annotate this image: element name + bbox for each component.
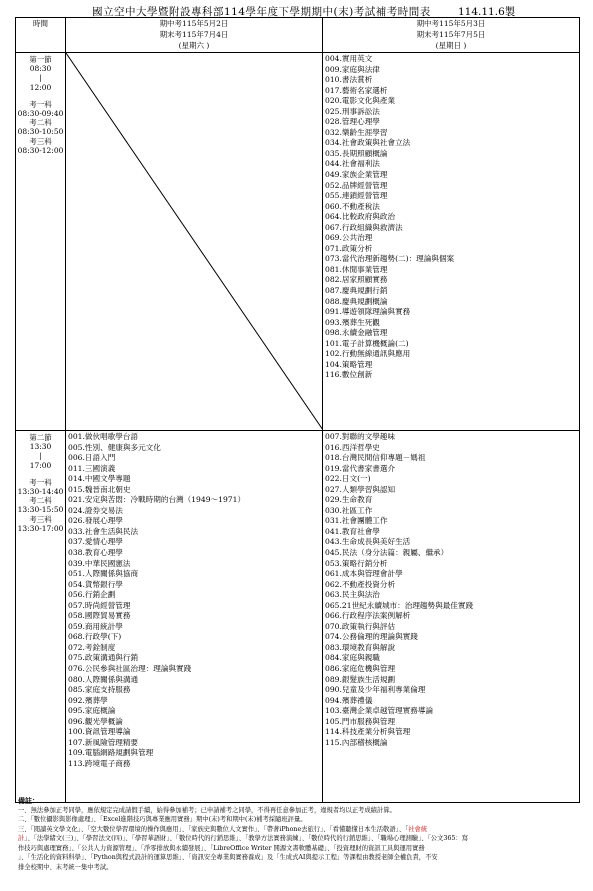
course-item: 011.三國演義 xyxy=(68,463,116,473)
course-item: 093.殯葬生死觀 xyxy=(325,317,380,327)
course-item: 102.行動無線通訊與應用 xyxy=(325,349,411,359)
course-item: 032.樂齡生涯學習 xyxy=(325,127,388,137)
course-item: 066.行政程序法案例解析 xyxy=(325,611,411,621)
course-item: 049.家族企業管理 xyxy=(325,170,388,180)
course-item: 022.日文(一) xyxy=(325,474,371,484)
session-start: 13:30 xyxy=(29,442,52,452)
course-item: 029.生命教育 xyxy=(325,495,373,505)
course-item: 044.社會福利法 xyxy=(325,159,380,169)
course-item: 009.家庭與法律 xyxy=(325,64,380,74)
course-item: 094.殯葬禮儀 xyxy=(325,695,373,705)
sun-final-date: 期末考115年7月5日 xyxy=(416,30,486,39)
course-item: 071.政策分析 xyxy=(325,243,373,253)
two-subject-label: 考二科 xyxy=(29,118,52,128)
session-end: 12:00 xyxy=(29,82,52,92)
course-item: 116.數位創新 xyxy=(325,370,373,380)
note-1: 一、無法參加正考同學，應依規定完成請假手續，始得參加補考；已申請補考之同學，不得再任意參加正考，違規者均以正考成績計算。 xyxy=(18,806,396,814)
course-item: 084.家庭與親職 xyxy=(325,653,380,663)
course-item: 026.發展心理學 xyxy=(68,516,123,526)
course-item: 074.公務倫理的理論與實踐 xyxy=(325,632,418,642)
sat-midterm-date: 期中考115年5月2日 xyxy=(159,19,229,28)
course-item: 061.成本與管理會計學 xyxy=(325,569,403,579)
course-item: 114.科技產業分析與管理 xyxy=(325,727,411,737)
course-item: 021.安定與苦悶：冷戰時期的台灣（1949～1971） xyxy=(68,495,246,505)
course-item: 038.教育心理學 xyxy=(68,548,123,558)
course-item: 043.生命成長與美好生活 xyxy=(325,537,411,547)
course-item: 100.資訊管理導論 xyxy=(68,727,131,737)
course-item: 004.實用英文 xyxy=(325,54,373,63)
session-label: 第二節 xyxy=(29,433,52,442)
course-item: 088.慶典規劃概論 xyxy=(325,296,388,306)
course-item: 025.刑事訴訟法 xyxy=(325,106,380,116)
course-item: 073.當代治理新趨勢(二)：理論與個案 xyxy=(325,254,455,264)
course-item: 037.愛情心理學 xyxy=(68,537,123,547)
sat-pm-courses xyxy=(66,431,323,803)
diagonal-line xyxy=(66,53,323,430)
page-title: 國立空中大學暨附設專科部114學年度下學期期中(末)考試補考時間表 xyxy=(92,6,431,18)
sun-midterm-date: 期中考115年5月3日 xyxy=(416,19,486,28)
session-sep: | xyxy=(39,451,42,461)
note-3e: 排全校期中、末考統一集中考試。 xyxy=(18,863,113,871)
three-subject-time: 08:30-12:00 xyxy=(17,145,64,155)
course-item: 014.中國文學專題 xyxy=(68,474,131,484)
note-3d: 」、「生活化的資料科學」、「Python與程式設計的運算思維」、「資訊安全專業與實務養成」及「生成式AI與提示工程」等課程由教授老師全權負責，不安 xyxy=(18,854,438,861)
note-3b xyxy=(18,834,578,844)
course-item: 103.臺灣企業卓越管理實務導論 xyxy=(325,706,434,716)
course-item: 007.對聯的文學趣味 xyxy=(325,432,396,441)
one-subject-label: 考一科 xyxy=(29,477,52,487)
course-item: 019.當代書家書選介 xyxy=(325,463,396,473)
session-label: 第一節 xyxy=(29,55,52,64)
session-start: 08:30 xyxy=(29,64,52,74)
course-item: 104.策略管理 xyxy=(325,359,373,369)
title-row xyxy=(0,4,593,18)
course-item: 083.環境教育與解說 xyxy=(325,642,396,652)
one-subject-time: 08:30-09:40 xyxy=(17,109,64,119)
course-item: 060.不動產稅法 xyxy=(325,201,380,211)
one-subject-time: 13:30-14:40 xyxy=(17,487,64,497)
three-subject-label: 考三科 xyxy=(29,136,52,146)
header-row xyxy=(16,18,580,53)
course-item: 072.考銓制度 xyxy=(68,642,116,652)
course-item: 089.銀髮族生活規劃 xyxy=(325,674,396,684)
note-3b-text: 」、「法學緒文(三)」、「學習法文(四)」、「學習華語財」、「數位時代的行銷思維」、「教學方法實務演練」、「數位時代的行銷思維」、「職場心理測驗」、「公文365：寫 xyxy=(24,835,469,842)
two-subject-label: 考二科 xyxy=(29,496,52,506)
time-header-cell xyxy=(16,18,66,53)
course-item: 001.做伙唱歌學台語 xyxy=(68,432,139,441)
course-item: 027.人類學習與認知 xyxy=(325,484,396,494)
course-item: 069.公共治理 xyxy=(325,233,373,243)
session-sep: | xyxy=(39,73,42,83)
course-item: 075.政策溝通與行銷 xyxy=(68,653,139,663)
course-item: 087.慶典規劃行銷 xyxy=(325,286,388,296)
course-item: 065.21世紀永續城市：治理趨勢與最佳實踐 xyxy=(325,600,474,610)
course-item: 053.策略行銷分析 xyxy=(325,558,388,568)
course-item: 035.長期照顧概論 xyxy=(325,148,388,158)
course-item: 058.國際貿易實務 xyxy=(68,611,131,621)
sun-weekday: (星期日 ) xyxy=(435,41,467,50)
course-item: 041.教育社會學 xyxy=(325,526,380,536)
course-item: 070.政策執行與評估 xyxy=(325,621,396,631)
sun-am-courses xyxy=(323,53,580,431)
note-2: 二、「數位攝影與影像處理」、「Excel進階技巧與專業應用實務」期中(末)考和期中(末)補考採隨班評量。 xyxy=(18,816,307,823)
spacer xyxy=(16,470,65,478)
session-1-row xyxy=(16,53,580,431)
course-item: 020.電影文化與產業 xyxy=(325,96,396,106)
course-item: 054.貨幣銀行學 xyxy=(68,579,123,589)
course-item: 052.品牌經營管理 xyxy=(325,180,388,190)
course-item: 055.連鎖經營管理 xyxy=(325,191,388,201)
course-item: 109.電腦網路規劃與管理 xyxy=(68,748,154,758)
three-subject-label: 考三科 xyxy=(29,514,52,524)
course-item: 101.電子計算機概論(二) xyxy=(325,338,409,348)
course-item: 033.社會生活與民法 xyxy=(68,526,139,536)
course-item: 018.台灣民間信仰專題－媽祖 xyxy=(325,453,426,463)
session-2-row xyxy=(16,431,580,803)
schedule-table xyxy=(15,17,580,803)
course-item: 010.書法賞析 xyxy=(325,75,373,85)
note-3a xyxy=(18,825,578,835)
notes-heading: 備註： xyxy=(18,796,39,805)
course-item: 016.西洋哲學史 xyxy=(325,442,380,452)
course-item: 057.時尚經營管理 xyxy=(68,600,131,610)
note-3a-red: 社會統 xyxy=(408,825,428,833)
course-item: 039.中華民國憲法 xyxy=(68,558,131,568)
course-item: 080.人際關係與溝通 xyxy=(68,674,139,684)
course-item: 086.家庭危機與管理 xyxy=(325,664,396,674)
note-3c: 作技巧與處理實務」、「公共人力資源管理」、「淨零排放與永續發展」、「LibreOffice Writer 開源文書軟體基礎」、「投資理財的資訊工具與運用實務 xyxy=(18,844,425,852)
course-item: 030.社區工作 xyxy=(325,505,373,515)
course-item: 092.殯葬學 xyxy=(68,695,108,705)
course-item: 098.永續金融管理 xyxy=(325,328,388,338)
course-item: 024.證券交易法 xyxy=(68,505,123,515)
three-subject-time: 13:30-17:00 xyxy=(17,523,64,533)
two-subject-time: 08:30-10:50 xyxy=(17,127,64,137)
notes xyxy=(18,796,578,872)
two-subject-time: 13:30-15:50 xyxy=(17,505,64,515)
session-1-time xyxy=(16,53,66,431)
course-item: 028.管理心理學 xyxy=(325,117,380,127)
sat-final-date: 期末考115年7月4日 xyxy=(159,30,229,39)
sat-am-empty-cell xyxy=(66,53,323,431)
sun-pm-courses xyxy=(323,431,580,803)
course-item: 059.商用統計學 xyxy=(68,621,123,631)
saturday-header xyxy=(66,18,323,53)
course-item: 005.性別、健康與多元文化 xyxy=(68,442,161,452)
course-item: 081.休閒事業管理 xyxy=(325,264,388,274)
course-item: 082.居家照顧實務 xyxy=(325,275,388,285)
course-item: 034.社會政策與社會立法 xyxy=(325,138,411,148)
made-date: 114.11.6製 xyxy=(458,6,516,18)
course-item: 096.觀光學概論 xyxy=(68,716,123,726)
course-item: 056.行銷企劃 xyxy=(68,590,116,600)
course-item: 017.藝術名家選析 xyxy=(325,85,388,95)
course-item: 105.門市服務與管理 xyxy=(325,716,396,726)
course-item: 045.民法（身分法篇：親屬、繼承） xyxy=(325,548,449,558)
one-subject-label: 考一科 xyxy=(29,99,52,109)
course-item: 091.導遊領隊理論與實務 xyxy=(325,307,411,317)
course-item: 063.民主與法治 xyxy=(325,590,380,600)
time-header: 時間 xyxy=(33,19,48,28)
course-item: 051.人際關係與協商 xyxy=(68,569,139,579)
note-3a-text: 三、「閱讀英文學文化」、「空大數位學習環境的操作與應用」、「家族史與數位人文實作」、「帶著iPhone去旅行」、「看懂聽懂日本生活敬語」、「 xyxy=(18,825,409,833)
course-item: 031.社會團體工作 xyxy=(325,516,388,526)
session-2-time xyxy=(16,431,66,803)
course-item: 085.家庭支持服務 xyxy=(68,685,131,695)
course-item: 107.新風險管理精要 xyxy=(68,737,139,747)
note-3b-red: 計 xyxy=(18,835,25,842)
course-item: 067.行政組織與救濟法 xyxy=(325,222,403,232)
session-end: 17:00 xyxy=(29,460,52,470)
spacer xyxy=(16,92,65,100)
course-item: 076.公民參與社區治理：理論與實踐 xyxy=(68,664,192,674)
course-item: 068.行政學(下) xyxy=(68,632,122,642)
course-item: 090.兒童及少年福利專業倫理 xyxy=(325,685,426,695)
sunday-header xyxy=(323,18,580,53)
course-item: 015.魏晉南北朝史 xyxy=(68,484,131,494)
course-item: 115.內部稽核概論 xyxy=(325,737,388,747)
course-item: 062.不動產投資分析 xyxy=(325,579,396,589)
course-item: 064.比較政府與政治 xyxy=(325,212,396,222)
course-item: 113.跨境電子商務 xyxy=(68,758,131,768)
sat-weekday: (星期六 ) xyxy=(178,41,210,50)
course-item: 095.家庭概論 xyxy=(68,706,116,716)
course-item: 006.日語入門 xyxy=(68,453,116,463)
